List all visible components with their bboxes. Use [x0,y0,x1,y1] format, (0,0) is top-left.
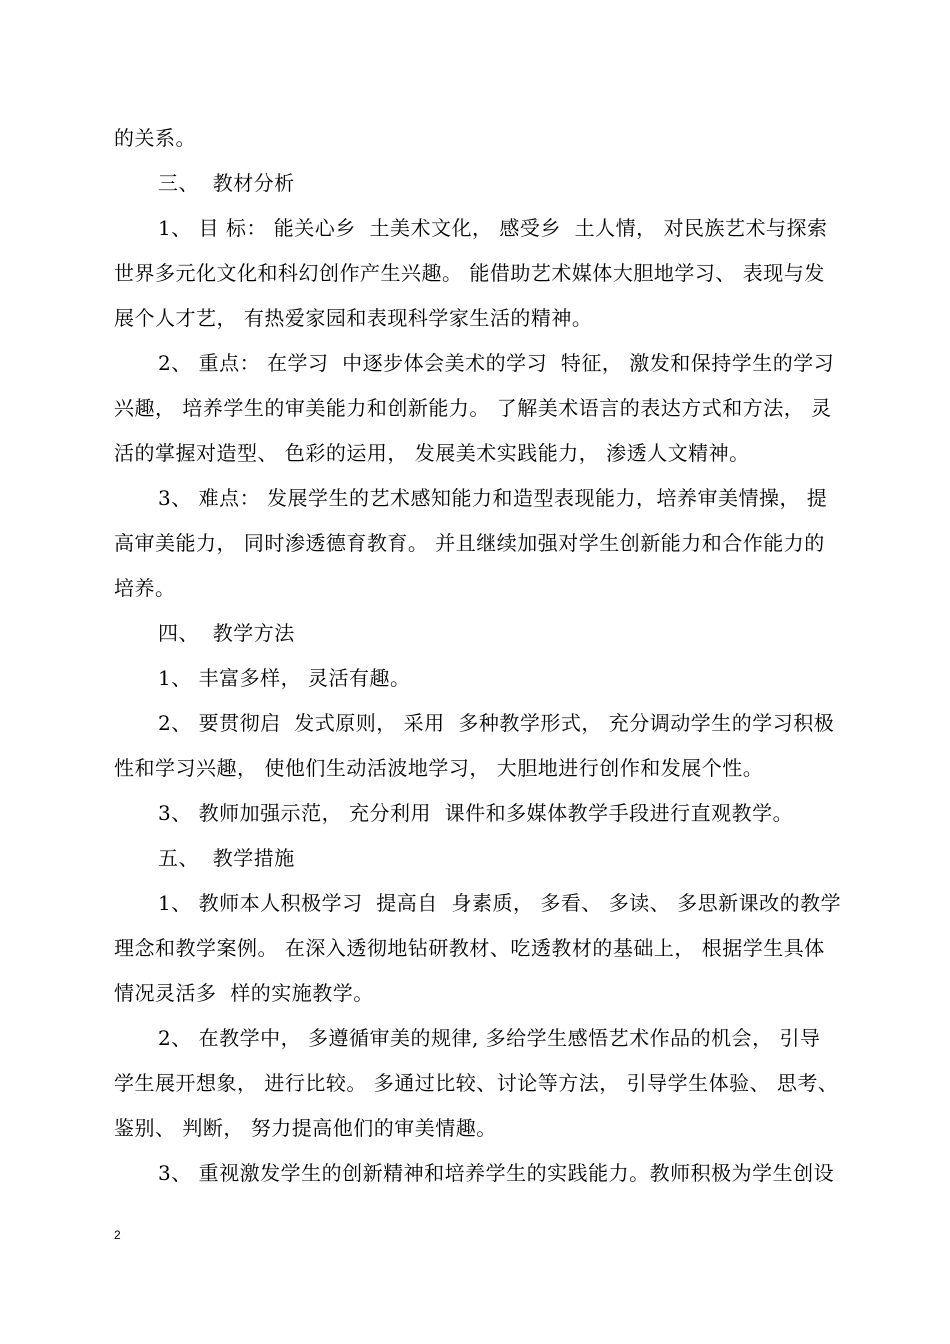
text-line: 3、 重视激发学生的创新精神和培养学生的实践能力。教师积极为学生创设 [158,1161,835,1185]
text-line: 1、 教师本人积极学习 提高自 身素质， 多看、 多读、 多思新课改的教学 [158,891,842,915]
text-line: 性和学习兴趣， 使他们生动活波地学习， 大胆地进行创作和发展个性。 [114,756,764,780]
text-line: 情况灵活多 样的实施教学。 [114,981,374,1005]
text-line: 培养。 [114,576,176,600]
text-line: 兴趣， 培养学生的审美能力和创新能力。 了解美术语言的表达方式和方法， 灵 [114,396,832,420]
text-line: 2、 在教学中， 多遵循审美的规律, 多给学生感悟艺术作品的机会， 引导 [158,1026,821,1050]
text-line: 学生展开想象， 进行比较。 多通过比较、讨论等方法， 引导学生体验、 思考、 [114,1071,839,1095]
text-line: 的关系。 [114,126,196,150]
text-line: 理念和教学案例。 在深入透彻地钻研教材、吃透教材的基础上， 根据学生具体 [114,936,825,960]
text-line: 3、 教师加强示范， 充分利用 课件和多媒体教学手段进行直观教学。 [158,801,794,825]
text-line: 活的掌握对造型、 色彩的运用， 发展美术实践能力， 渗透人文精神。 [114,441,750,465]
text-line: 3、 难点： 发展学生的艺术感知能力和造型表现能力，培养审美情操， 提 [158,486,828,510]
text-line: 高审美能力， 同时渗透德育教育。 并且继续加强对学生创新能力和合作能力的 [114,531,825,555]
text-line: 展个人才艺， 有热爱家园和表现科学家生活的精神。 [114,306,593,330]
page-number: 2 [114,1228,121,1242]
text-line: 鉴别、 判断， 努力提高他们的审美情趣。 [114,1116,497,1140]
text-line: 世界多元化文化和科幻创作产生兴趣。 能借助艺术媒体大胆地学习、 表现与发 [114,261,825,285]
text-line: 1、 目 标： 能关心乡 土美术文化， 感受乡 土人情， 对民族艺术与探索 [158,216,828,240]
text-line: 1、 丰富多样， 灵活有趣。 [158,666,411,690]
section-heading: 五、 教学措施 [158,846,295,870]
section-heading: 三、 教材分析 [158,171,295,195]
section-heading: 四、 教学方法 [158,621,295,645]
text-line: 2、 要贯彻启 发式原则， 采用 多种教学形式， 充分调动学生的学习积极 [158,711,835,735]
text-line: 2、 重点： 在学习 中逐步体会美术的学习 特征， 激发和保持学生的学习 [158,351,835,375]
